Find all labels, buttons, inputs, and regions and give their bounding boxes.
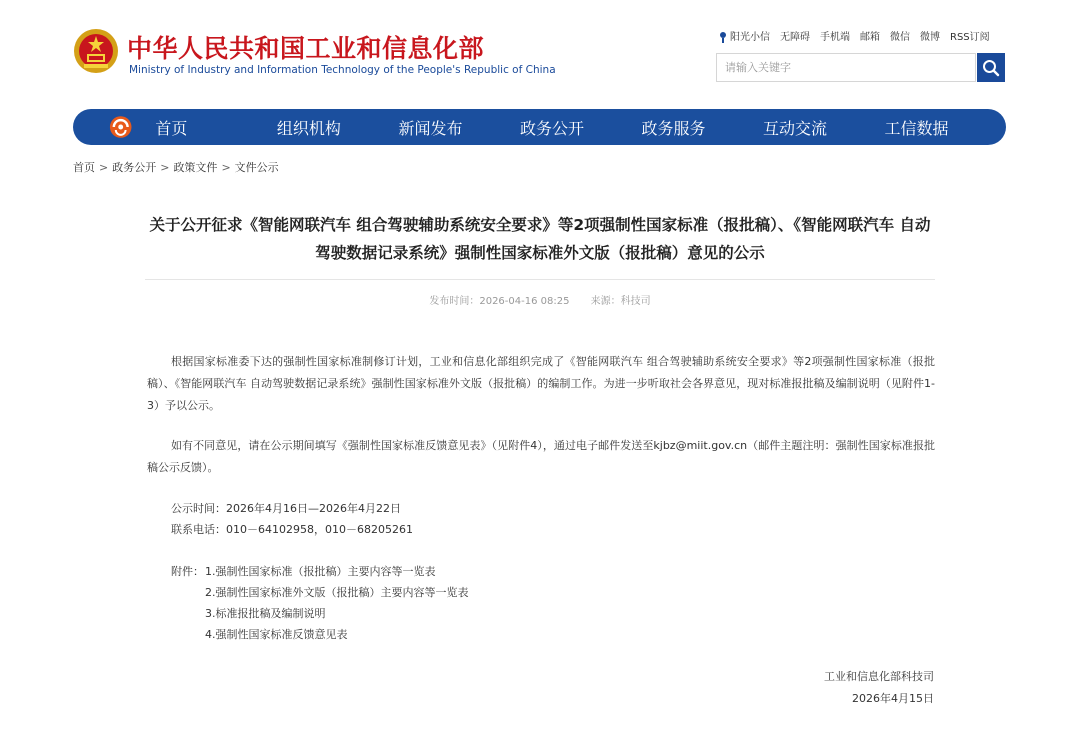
breadcrumb-separator: > [221, 161, 231, 174]
article-paragraph-2: 如有不同意见，请在公示期间填写《强制性国家标准反馈意见表》（见附件4），通过电子邮件发送至kjbz@miit.gov.cn（邮件主题注明：强制性国家标准报批稿公示反馈）。 [147, 439, 935, 474]
miit-logo-icon [106, 112, 135, 142]
notice-time: 公示时间：2026年4月16日—2026年4月22日 [171, 502, 401, 515]
top-links [718, 28, 990, 43]
search-input[interactable]: 请输入关键字 [716, 53, 976, 82]
top-link-mobile[interactable]: 手机端 [820, 32, 850, 43]
site-title[interactable]: 中华人民共和国工业和信息化部 [127, 34, 485, 63]
breadcrumb-gov-affairs[interactable]: 政务公开 [112, 161, 157, 174]
publish-time: 发布时间：2026-04-16 08:25 [429, 296, 570, 307]
sunshine-icon [718, 31, 728, 43]
breadcrumb-policy[interactable]: 政策文件 [173, 161, 218, 174]
top-link-weibo[interactable]: 微博 [920, 32, 940, 43]
breadcrumb-separator: > [99, 161, 109, 174]
top-link-rss[interactable]: RSS订阅 [950, 32, 990, 43]
article-paragraph-1: 根据国家标准委下达的强制性国家标准制修订计划，工业和信息化部组织完成了《智能网联汽车 组合驾驶辅助系统安全要求》等2项强制性国家标准（报批稿）、《智能网联汽车 自动驾驶数据记录系统》强制性国家标准外文版（报批稿）的编制工作。为进一步听取社会各界意见，现对标准报批稿及编制说明（见附件1-3）予以公示。 [147, 355, 935, 412]
breadcrumb-separator: > [160, 161, 170, 174]
attachment-link[interactable]: 2.强制性国家标准外文版（报批稿）主要内容等一览表 [205, 586, 469, 599]
article-meta [145, 292, 935, 307]
attachments-label: 附件： [171, 565, 204, 578]
nav-interaction[interactable]: 互动交流 [762, 118, 827, 138]
nav-home[interactable]: 首页 [155, 118, 188, 138]
attachment-link[interactable]: 3.标准报批稿及编制说明 [205, 607, 326, 620]
search-button[interactable] [977, 53, 1005, 82]
site-title-en: Ministry of Industry and Information Technology of the People's Republic of China [129, 64, 556, 76]
breadcrumb-home[interactable]: 首页 [73, 161, 95, 174]
contact-phone: 联系电话：010－64102958，010－68205261 [171, 523, 413, 536]
attachment-link[interactable]: 4.强制性国家标准反馈意见表 [205, 628, 348, 641]
nav-organization[interactable]: 组织机构 [276, 118, 341, 138]
top-link-label: 阳光小信 [730, 32, 770, 43]
nav-gov-affairs[interactable]: 政务公开 [519, 118, 584, 138]
main-nav [73, 109, 1006, 145]
top-link-accessibility[interactable]: 无障碍 [780, 32, 810, 43]
nav-data[interactable]: 工信数据 [884, 118, 949, 138]
nav-services[interactable]: 政务服务 [641, 118, 706, 138]
breadcrumb-current[interactable]: 文件公示 [234, 161, 279, 174]
nav-news[interactable]: 新闻发布 [398, 118, 463, 138]
national-emblem-logo[interactable] [73, 28, 119, 74]
signature-date: 2026年4月15日 [852, 692, 934, 705]
top-link-wechat[interactable]: 微信 [890, 32, 910, 43]
search-icon [982, 59, 1000, 77]
attachment-link[interactable]: 1.强制性国家标准（报批稿）主要内容等一览表 [205, 565, 436, 578]
breadcrumb [73, 159, 279, 175]
divider [145, 279, 935, 280]
article-source: 来源：科技司 [590, 296, 651, 307]
top-link-sunshine[interactable] [718, 28, 770, 43]
article-title: 关于公开征求《智能网联汽车 组合驾驶辅助系统安全要求》等2项强制性国家标准（报批稿）、《智能网联汽车 自动驾驶数据记录系统》强制性国家标准外文版（报批稿）意见的公示 [149, 216, 931, 262]
top-link-mail[interactable]: 邮箱 [860, 32, 880, 43]
signature-department: 工业和信息化部科技司 [824, 670, 934, 683]
